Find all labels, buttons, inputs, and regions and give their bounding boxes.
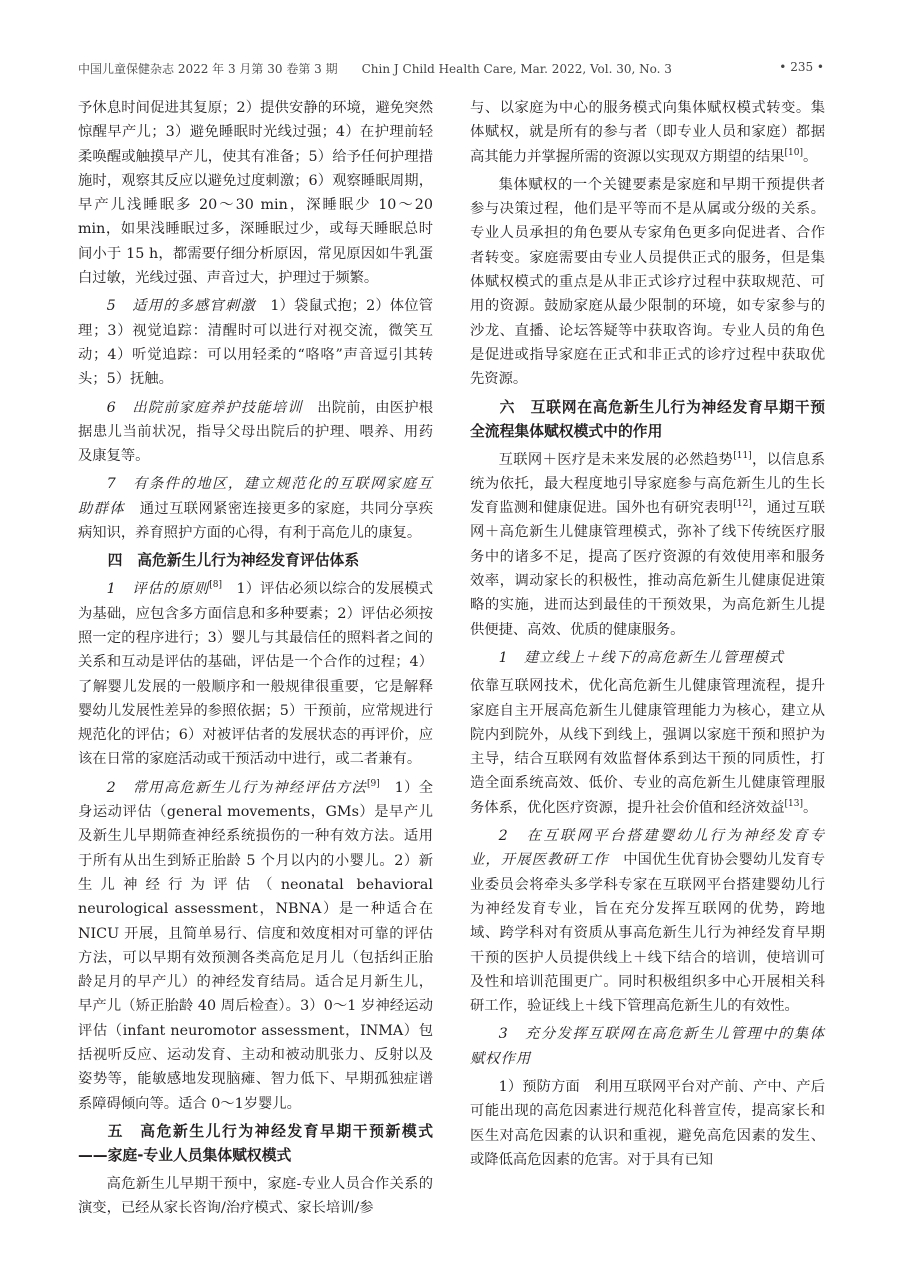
citation: [11] (733, 450, 752, 461)
paragraph (470, 96, 825, 169)
paragraph-text: 中国优生优育协会婴幼儿发育专业委员会将牵头多学科专家在互联网平台搭建婴幼儿行为神经发育专业，旨在充分发挥互联网的优势，跨地域、跨学科对有资质从事高危新生儿行为神经发育早期干预的医护人员提供线上＋线下结合的培训，使培训可及性和培训范围更广。同时积极组织多中心开展相关科研工作，验证线上＋线下管理高危新生儿的有效性。 (470, 852, 825, 1015)
paragraph-text: 1）全身运动评估（general movements，GMs）是早产儿及新生儿早期筛查神经系统损伤的一种有效方法。适用于所有从出生到矫正胎龄 5 个月以内的小婴儿。2）新生儿神经行为评估（neonatal behavioral neurological assessment，NBNA）是一种适合在 NICU 开展，且简单易行、信度和效度相对可靠的评估方法，可以早期有效预测各类高危足月儿（包括纠正胎龄足月的早产儿）的神经发育结局。适合足月新生儿，早产儿（矫正胎龄 40 周后检查）。3）0～1 岁神经运动评估（infant neuromotor assessment，INMA）包括视听反应、运动发育、主动和被动肌张力、反射以及姿势等，能敏感地发现脑瘫、智力低下、早期孤独症谱系障碍倾向等。适合 0～1岁婴儿。 (78, 779, 433, 1112)
citation: [10] (784, 147, 804, 158)
paragraph (470, 824, 825, 1018)
citation: [13] (784, 798, 804, 809)
paragraph (78, 577, 433, 771)
paragraph (78, 776, 433, 1116)
left-column (78, 96, 433, 1224)
paragraph (78, 472, 433, 545)
paragraph (470, 646, 825, 670)
citation: [8] (209, 580, 223, 591)
running-header (78, 60, 824, 80)
paragraph-text: 1）袋鼠式抱；2）体位管理；3）视觉追踪：清醒时可以进行对视交流，微笑互动；4）听觉追踪：可以用轻柔的“咯咯”声音逗引其转头；5）抚触。 (78, 298, 433, 388)
paragraph (470, 448, 825, 642)
section-heading: 六 互联网在高危新生儿行为神经发育早期干预全流程集体赋权模式中的作用 (470, 398, 825, 440)
right-column (470, 96, 825, 1176)
paragraph: 予休息时间促进其复原；2）提供安静的环境，避免突然惊醒早产儿；3）避免睡眠时光线过强；4）在护理前轻柔唤醒或触摸早产儿，使其有准备；5）给予任何护理措施时，观察其反应以避免过度刺激；6）观察睡眠周期，早产儿浅睡眠多 20～30 min，深睡眠少 10～20 min，如果浅睡眠过多，深睡眠过少，或每天睡眠总时间小于 15 h，都需要仔细分析原因，常见原因如牛乳蛋白过敏，光线过强、声音过大，护理过于频繁。 (78, 100, 433, 287)
subheading: 6 出院前家庭养护技能培训 (106, 399, 303, 416)
paragraph (470, 674, 825, 820)
subheading: 1 建立线上＋线下的高危新生儿管理模式 (498, 649, 785, 666)
subheading: 2 常用高危新生儿行为神经评估方法 (106, 779, 367, 796)
subheading: 3 充分发挥互联网在高危新生儿管理中的集体赋权作用 (470, 1026, 825, 1067)
subheading: 2 在互联网平台搭建婴幼儿行为神经发育专业，开展医教研工作 (470, 828, 825, 869)
paragraph-text: 1）评估必须以综合的发展模式为基础，应包含多方面信息和多种要素；2）评估必须按照一定的程序进行；3）婴儿与其最信任的照料者之间的关系和互动是评估的基础，评估是一个合作的过程；4）了解婴儿发展的一般顺序和一般规律很重要，它是解释婴幼儿发展性差异的参照依据；5）干预前，应常规进行规范化的评估；6）对被评估者的发展状态的再评价，应该在日常的家庭活动或干预活动中进行，或二者兼有。 (78, 581, 433, 768)
journal-citation: 中国儿童保健杂志 2022 年 3 月第 30 卷第 3 期 Chin J Child Health Care, Mar. 2022, Vol. 30, No. 3 (78, 62, 672, 76)
paragraph-text: 。 (803, 148, 818, 165)
subheading: 1 评估的原则 (106, 581, 210, 598)
subheading: 5 适用的多感官刺激 (106, 298, 256, 315)
paragraph-text: ，通过互联网＋高危新生儿健康管理模式，弥补了线下传统医疗服务中的诸多不足，提高了医疗资源的有效使用率和服务效率，调动家长的积极性，推动高危新生儿健康促进策略的实施，进而达到最佳的干预效果，为高危新生儿提供便捷、高效、优质的健康服务。 (470, 500, 825, 638)
paragraph (470, 1022, 825, 1071)
paragraph-text: ，以信息系统为依托，最大程度地引导家庭参与高危新生儿的生长发育监测和健康促进。国外也有研究表明 (470, 451, 826, 517)
section-heading: 五 高危新生儿行为神经发育早期干预新模式——家庭-专业人员集体赋权模式 (78, 1122, 433, 1164)
citation: [12] (733, 499, 752, 510)
paragraph-text: 。 (803, 799, 818, 816)
citation: [9] (366, 778, 380, 789)
paragraph-text: 互联网＋医疗是未来发展的必然趋势 (498, 451, 734, 468)
paragraph-text: 出院前，由医护根据患儿当前状况，指导父母出院后的护理、喂养、用药及康复等。 (78, 399, 433, 465)
paragraph: 1）预防方面 利用互联网平台对产前、产中、产后可能出现的高危因素进行规范化科普宣传，提高家长和医生对高危因素的认识和重视，避免高危因素的发生、或降低高危因素的危害。对于具有已知 (470, 1078, 825, 1168)
paragraph-text: 通过互联网紧密连接更多的家庭，共同分享疾病知识，养育照护方面的心得，有利于高危儿的康复。 (78, 500, 434, 542)
paragraph (78, 294, 433, 391)
paragraph: 集体赋权的一个关键要素是家庭和早期干预提供者参与决策过程，他们是平等而不是从属或分级的关系。专业人员承担的角色要从专家角色更多向促进者、合作者转变。家庭需要由专业人员提供正式的服务，但是集体赋权模式的重点是从非正式诊疗过程中获取规范、可用的资源。鼓励家庭从最少限制的环境，如专家参与的沙龙、直播、论坛答疑等中获取咨询。专业人员的角色是促进或指导家庭在正式和非正式的诊疗过程中获取优先资源。 (470, 176, 825, 388)
paragraph (78, 396, 433, 469)
paragraph: 高危新生儿早期干预中，家庭-专业人员合作关系的演变，已经从家长咨询/治疗模式、家长培训/参 (78, 1175, 433, 1217)
section-heading: 四 高危新生儿行为神经发育评估体系 (107, 552, 360, 570)
paragraph-text: 依靠互联网技术，优化高危新生儿健康管理流程，提升家庭自主开展高危新生儿健康管理能力为核心，建立从院内到院外，从线下到线上，强调以家庭干预和照护为主导，结合互联网有效监督体系到达干预的同质性，打造全面系统高效、低价、专业的高危新生儿健康管理服务体系，优化医疗资源，提升社会价值和经济效益 (470, 678, 825, 816)
subheading: 7 有条件的地区，建立规范化的互联网家庭互助群体 (78, 476, 433, 517)
page-number: • 235 • (779, 60, 824, 74)
paragraph-text: 与、以家庭为中心的服务模式向集体赋权模式转变。集体赋权，就是所有的参与者（即专业人员和家庭）都据高其能力并掌握所需的资源以实现双方期望的结果 (470, 100, 825, 165)
